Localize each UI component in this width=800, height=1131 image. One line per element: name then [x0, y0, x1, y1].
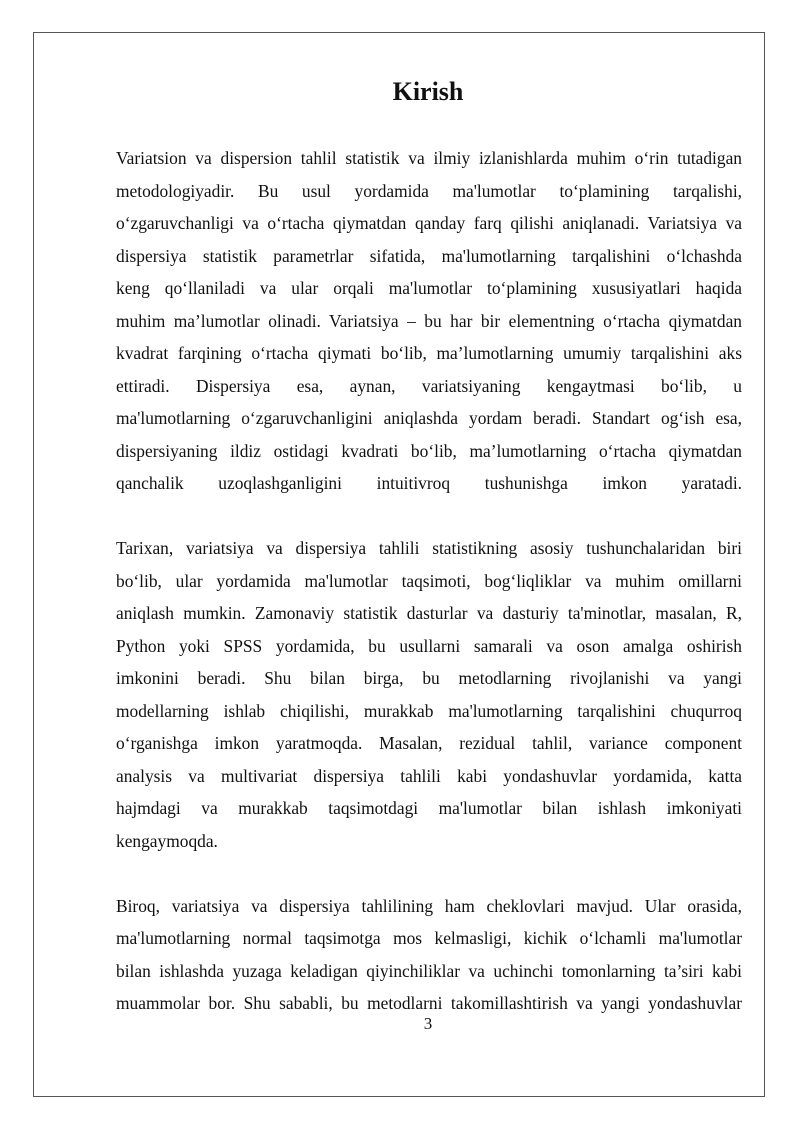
text-line: kvadrat farqining o‘rtacha qiymati bo‘lib, ma’lumotlarning umumiy tarqalishini aks: [116, 343, 742, 363]
text-line: keng qo‘llaniladi va ular orqali ma'lumotlar to‘plamining xususiyatlari haqida: [116, 278, 742, 298]
text-line: muhim ma’lumotlar olinadi. Variatsiya – bu har bir elementning o‘rtacha qiymatdan: [116, 310, 742, 331]
paragraph-gap: [116, 500, 742, 533]
text-line: bo‘lib, ular yordamida ma'lumotlar taqsimoti, bog‘liqliklar va muhim omillarni: [116, 570, 742, 591]
text-line: dispersiya statistik parametrlar sifatida, ma'lumotlarning tarqalishini o‘lchashda: [116, 245, 742, 266]
text-line: qanchalik uzoqlashganligini intuitivroq tushunishga imkon yaratadi.: [116, 473, 742, 493]
text-line: Variatsion va dispersion tahlil statistik va ilmiy izlanishlarda muhim o‘rin tutadigan: [116, 148, 742, 168]
text-line: o‘zgaruvchanligi va o‘rtacha qiymatdan qanday farq qilishi aniqlanadi. Variatsiya va: [116, 213, 742, 233]
document-body: [116, 142, 742, 1020]
text-line: ma'lumotlarning o‘zgaruvchanligini aniqlashda yordam beradi. Standart og‘ish esa,: [116, 408, 742, 428]
text-line: ettiradi. Dispersiya esa, aynan, variatsiyaning kengaytmasi bo‘lib, u: [116, 375, 742, 396]
paragraph: [116, 142, 742, 500]
text-line: modellarning ishlab chiqilishi, murakkab ma'lumotlarning tarqalishini chuqurroq: [116, 700, 742, 721]
text-line: hajmdagi va murakkab taqsimotdagi ma'lumotlar bilan ishlash imkoniyati: [116, 798, 742, 818]
paragraph: [116, 890, 742, 1020]
text-line: ma'lumotlarning normal taqsimotga mos kelmasligi, kichik o‘lchamli ma'lumotlar: [116, 928, 742, 948]
text-line: imkonini beradi. Shu bilan birga, bu metodlarning rivojlanishi va yangi: [116, 668, 742, 688]
text-line: metodologiyadir. Bu usul yordamida ma'lumotlar to‘plamining tarqalishi,: [116, 180, 742, 201]
page-title: Kirish: [392, 77, 464, 106]
text-line: aniqlash mumkin. Zamonaviy statistik dasturlar va dasturiy ta'minotlar, masalan, R,: [116, 603, 742, 623]
text-line: o‘rganishga imkon yaratmoqda. Masalan, rezidual tahlil, variance component: [116, 733, 742, 753]
paragraph-gap: [116, 857, 742, 890]
text-line: kengaymoqda.: [116, 830, 218, 851]
text-line: bilan ishlashda yuzaga keladigan qiyinchiliklar va uchinchi tomonlarning ta’siri kabi: [116, 960, 742, 981]
page-number: 3: [423, 1014, 433, 1033]
text-line: Python yoki SPSS yordamida, bu usullarni samarali va oson amalga oshirish: [116, 635, 742, 656]
text-line: Tarixan, variatsiya va dispersiya tahlili statistikning asosiy tushunchalaridan biri: [116, 538, 742, 558]
text-line: muammolar bor. Shu sababli, bu metodlarni takomillashtirish va yangi yondashuvlar: [116, 993, 742, 1013]
paragraph: [116, 532, 742, 857]
text-line: Biroq, variatsiya va dispersiya tahlilining ham cheklovlari mavjud. Ular orasida,: [116, 895, 742, 916]
text-line: analysis va multivariat dispersiya tahlili kabi yondashuvlar yordamida, katta: [116, 765, 742, 786]
text-line: dispersiyaning ildiz ostidagi kvadrati bo‘lib, ma’lumotlarning o‘rtacha qiymatdan: [116, 440, 742, 461]
